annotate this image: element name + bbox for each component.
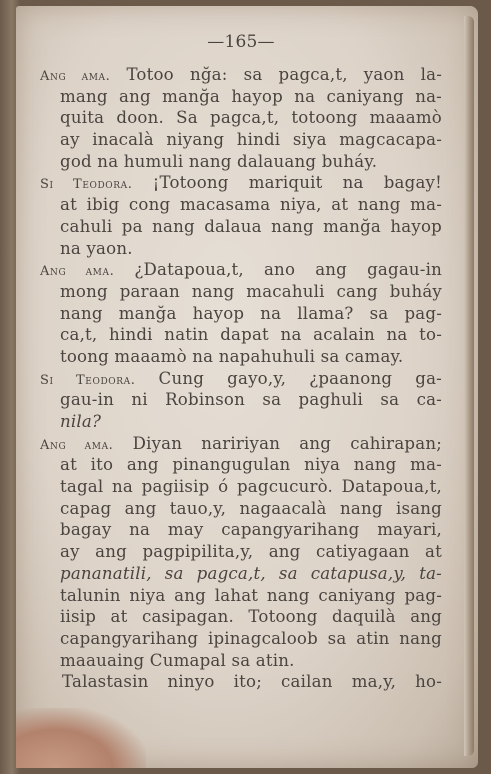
speaker-label: Ang ama.: [40, 264, 115, 280]
text-line: [40, 389, 442, 411]
line-text: tagal na pagiisip ó pagcucurò. Datapoua,t,: [60, 477, 442, 497]
line-text: pananatili, sa pagca,t, sa catapusa,y, ta-: [60, 563, 442, 583]
line-text: iisip at casipagan. Totoong daquilà ang: [60, 607, 442, 627]
line-text: ¡Totoong mariquit na bagay!: [132, 173, 442, 193]
text-line: [40, 216, 442, 238]
text-line: [40, 476, 442, 498]
line-text: Diyan naririyan ang cahirapan;: [113, 433, 443, 453]
speaker-label: Si Teodora.: [40, 177, 133, 193]
line-text: quita doon. Sa pagca,t, totoong maaamò: [60, 108, 442, 128]
text-lines: [40, 64, 442, 693]
text-line: [40, 129, 442, 151]
text-line: [40, 650, 442, 672]
text-line: [40, 368, 442, 390]
line-text: cahuli pa nang dalaua nang manğa hayop: [60, 216, 442, 236]
line-text: ay ang pagpipilita,y, ang catiyagaan at: [60, 542, 442, 562]
line-text: bagay na may capangyarihang mayari,: [60, 520, 442, 540]
line-text: god na humuli nang dalauang buháy.: [60, 151, 378, 171]
line-text: nila?: [60, 412, 102, 431]
text-line: [40, 606, 442, 628]
text-line: [40, 346, 442, 368]
line-text: at ito ang pinangugulan niya nang ma-: [60, 455, 442, 475]
text-line: [40, 671, 442, 693]
page-text: [40, 32, 442, 693]
line-text: gau-in ni Robinson sa paghuli sa ca-: [60, 390, 442, 410]
line-text: maauaing Cumapal sa atin.: [60, 650, 295, 670]
line-text: capangyarihang ipinagcaloob sa atin nang: [60, 628, 442, 648]
text-line: [40, 541, 442, 563]
text-line: [40, 303, 442, 325]
line-text: ay inacalà niyang hindi siya magcacapa-: [60, 130, 442, 150]
speaker-label: Ang ama.: [40, 437, 114, 453]
line-text: ¿Datapoua,t, ano ang gagau-in: [114, 260, 442, 280]
line-text: nang manğa hayop na llama? sa pag-: [60, 303, 442, 323]
line-text: Talastasin ninyo ito; cailan ma,y, ho-: [62, 672, 442, 692]
line-text: toong maaamò na napahuhuli sa camay.: [60, 346, 404, 366]
text-line: [40, 172, 442, 194]
line-text: mang ang manğa hayop na caniyang na-: [60, 86, 442, 106]
text-line: [40, 86, 442, 108]
thumb: [16, 708, 146, 768]
text-line: [40, 151, 442, 173]
text-line: [40, 107, 442, 129]
text-line: [40, 194, 442, 216]
text-line: [40, 628, 442, 650]
line-text: na yaon.: [60, 238, 133, 258]
text-line: [40, 433, 442, 455]
text-line: [40, 498, 442, 520]
speaker-label: Ang ama.: [40, 69, 111, 84]
page-edge: [464, 16, 474, 756]
text-line: [40, 324, 442, 346]
text-line: [40, 563, 442, 585]
text-line: [40, 454, 442, 476]
line-text: at ibig cong macasama niya, at nang ma-: [60, 195, 442, 215]
line-text: mong paraan nang macahuli cang buháy: [60, 281, 442, 301]
speaker-label: Si Teodora.: [40, 372, 136, 388]
text-line: [40, 259, 442, 281]
text-line: [40, 238, 442, 260]
text-line: [40, 585, 442, 607]
text-line: [40, 281, 442, 303]
page-number: —165—: [207, 32, 275, 52]
text-line: [40, 519, 442, 541]
text-line: [40, 64, 442, 86]
line-text: capag ang tauo,y, nagaacalà nang isang: [60, 498, 442, 518]
text-line: [40, 411, 442, 433]
line-text: Cung gayo,y, ¿paanong ga-: [135, 368, 442, 388]
line-text: talunin niya ang lahat nang caniyang pag-: [60, 585, 442, 605]
line-text: ca,t, hindi natin dapat na acalain na to-: [60, 325, 442, 345]
line-text: Totoo nğa: sa pagca,t, yaon la-: [110, 65, 443, 84]
